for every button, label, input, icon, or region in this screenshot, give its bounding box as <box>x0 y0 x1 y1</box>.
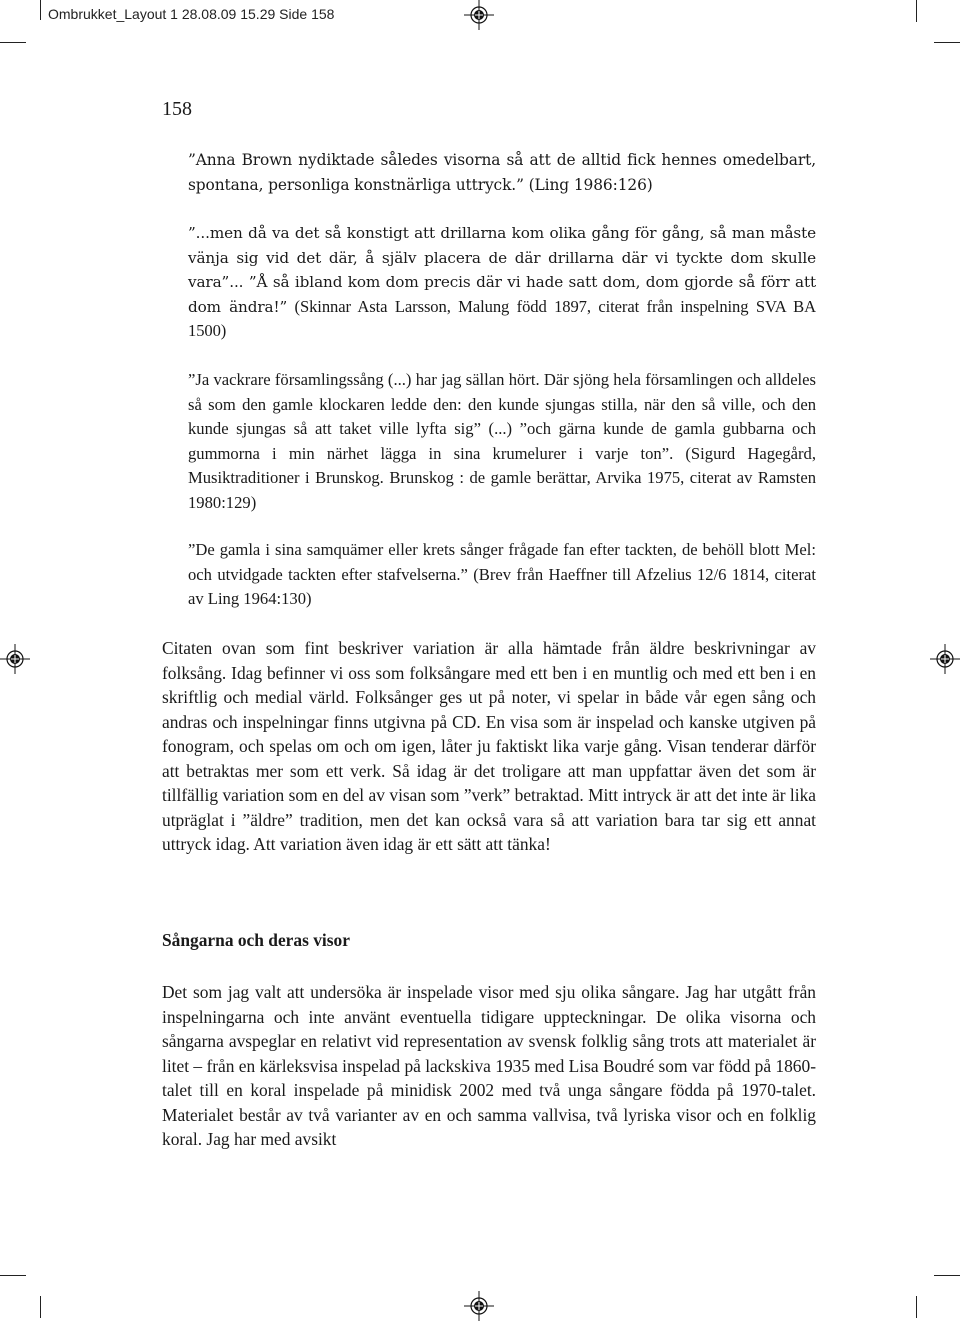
block-quote-2-citation: (Skinnar Asta Larsson, Malung född 1897, citerat från inspelning SVA BA 1500) <box>188 296 816 340</box>
crop-mark-top-left-horizontal <box>0 42 26 43</box>
crop-mark-bottom-right-horizontal <box>934 1275 960 1276</box>
body-paragraph-2: Det som jag valt att undersöka är inspelade visor med sju olika sångare. Jag har utgått från inspelningarna och inte använt eventuella tidigare uppteckningar. De olika visorna och sångarna avspeglar en relativt vid representation av svensk folklig sång trots att materialet är litet – från en kärleksvisa inspelad på lackskiva 1935 med Lisa Boudré som var född på 1860-talet till en koral inspelade på minidisk 2002 med två unga sångare födda på 1970-talet. Materialet består av två varianter av en och samma vallvisa, två lyriska visor och en folklig koral. Jag har med avsikt <box>162 982 816 1149</box>
block-quote-4-text: ”De gamla i sina samquämer eller krets sånger frågade fan efter tackten, de behöll blott Mel: och utvidgade tackten efter stafvelserna.” (Brev från Haeffner till Afzelius 12/6 1814, citerat av Ling 1964:130) <box>188 540 816 608</box>
crop-mark-bottom-left-horizontal <box>0 1275 26 1276</box>
block-quote-3 <box>188 368 816 515</box>
crop-mark-top-right-horizontal <box>934 42 960 43</box>
crop-mark-bottom-right-vertical <box>916 1296 917 1318</box>
block-quote-1 <box>188 148 816 197</box>
crop-mark-top-right-vertical <box>916 0 917 22</box>
body-paragraph-1: Citaten ovan som fint beskriver variation är alla hämtade från äldre beskrivningar av folksång. Idag befinner vi oss som folksångare med ett ben i en muntlig och med ett ben i en skriftlig och medial värld. Folksånger ges ut på noter, vi spelar in både vår egen sång och andras och inspelningar finns utgivna på CD. En visa som är inspelad och kanske utgiven på fonogram, och spelas om och om igen, låter ju faktiskt lika varje gång. Visan tenderar därför att betraktas mer som ett verk. Så idag är det troligare att man uppfattar även det som är tillfällig variation som en del av visan som ”verk” betraktad. Mitt intryck är att det inte är lika utpräglat i ”äldre” tradition, men det kan också vara så att variation bara tar sig ett annat uttryck idag. Att variation även idag är ett sätt att tänka! <box>162 638 816 854</box>
crop-mark-top-left-vertical <box>40 0 41 20</box>
registration-mark-bottom-icon <box>464 1291 494 1321</box>
block-quote-1-text: ”Anna Brown nydiktade således visorna så att de alltid fick hennes omedelbart, spontana, personliga konstnärliga uttryck.” (Ling 1986:126) <box>188 151 816 194</box>
section-heading: Sångarna och deras visor <box>162 930 350 950</box>
block-quote-3-text: ”Ja vackrare församlingssång (...) har jag sällan hört. Där sjöng hela församlingen och alldeles så som den gamle klockaren ledde den: den kunde sjungas stilla, när den så ville, och den kunde sjungas så att taket ville lyfta sig” (...) ”och gärna kunde de gamla gubbarna och gummorna i min närhet lägga in sina krumelurer i varje ton”. (Sigurd Hagegård, Musiktraditioner i Brunskog. Brunskog : de gamle berättar, Arvika 1975, citerat av Ramsten 1980:129) <box>188 370 816 512</box>
page-number: 158 <box>162 98 192 120</box>
registration-mark-top-icon <box>464 0 494 30</box>
block-quote-2-text: ”...men då va det så konstigt att drillarna kom olika gång för gång, så man måste vänja sig vid det där, å själv placera de där drillarna där vi tyckte dom skulle vara”... ”Å så ibland kom dom precis där vi hade satt dom, dom gjorde så förr att dom ändra!” <box>188 224 816 316</box>
block-quote-2 <box>188 221 816 344</box>
registration-mark-left-icon <box>0 644 30 674</box>
crop-mark-bottom-left-vertical <box>40 1296 41 1318</box>
registration-mark-right-icon <box>930 644 960 674</box>
block-quote-4 <box>188 538 816 612</box>
print-slug: Ombrukket_Layout 1 28.08.09 15.29 Side 158 <box>48 6 335 22</box>
